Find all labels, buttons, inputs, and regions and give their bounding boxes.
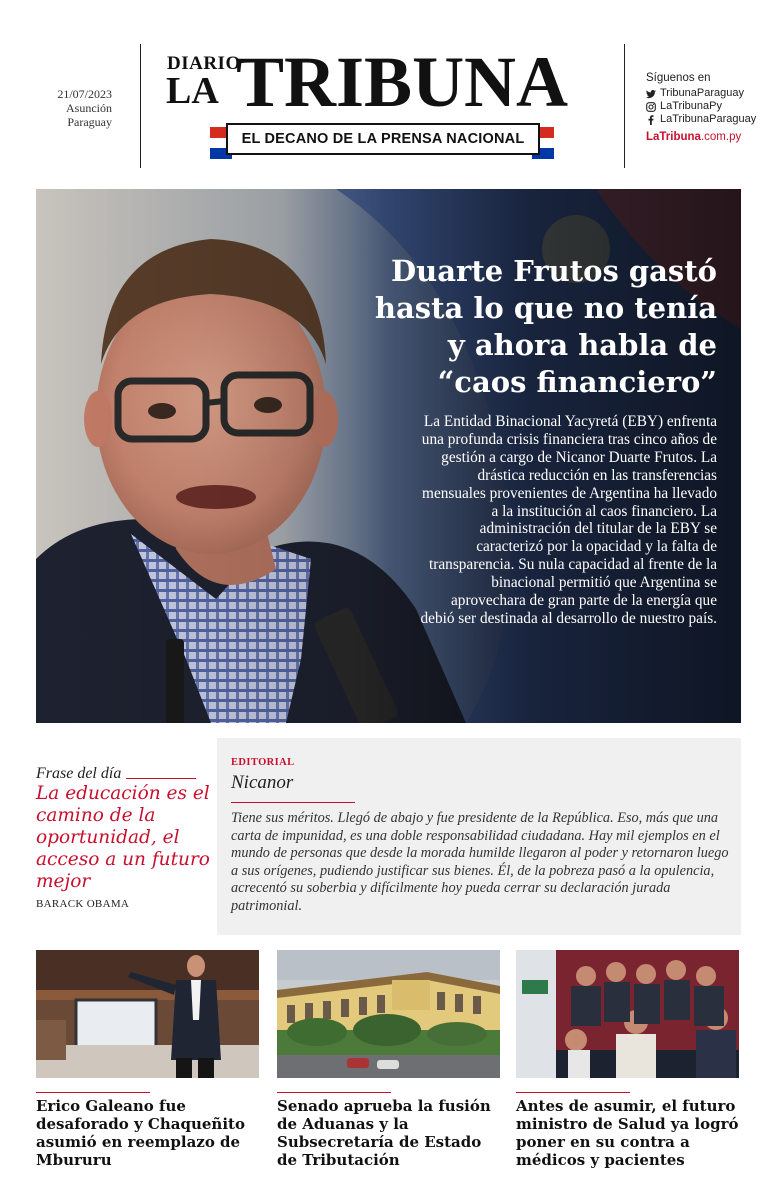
website-bold: LaTribuna bbox=[646, 131, 701, 143]
story-card[interactable] bbox=[277, 950, 500, 1169]
twitter-handle: TribunaParaguay bbox=[660, 87, 744, 99]
masthead-divider-right bbox=[624, 44, 625, 168]
story-photo bbox=[516, 950, 739, 1078]
date-location bbox=[30, 87, 112, 129]
story-rule bbox=[516, 1092, 630, 1093]
instagram-handle: LaTribunaPy bbox=[660, 100, 722, 112]
social-instagram[interactable] bbox=[646, 100, 756, 113]
editorial-title: Nicanor bbox=[231, 772, 294, 793]
story-headline[interactable]: Senado aprueba la fusión de Aduanas y la Subsecretaría de Estado de Tributación bbox=[277, 1097, 491, 1169]
quote-author: BARACK OBAMA bbox=[36, 898, 130, 910]
facebook-handle: LaTribunaParaguay bbox=[660, 113, 757, 125]
instagram-icon bbox=[646, 102, 656, 112]
story-rule bbox=[277, 1092, 391, 1093]
follow-label: Síguenos en bbox=[646, 72, 711, 84]
story-headline[interactable]: Erico Galeano fue desaforado y Chaqueñito asumió en reemplazo de Mbururu bbox=[36, 1097, 245, 1169]
logo-la: LA bbox=[166, 70, 219, 112]
quote-rule bbox=[126, 778, 196, 779]
editorial-body: Tiene sus méritos. Llegó de abajo y fue presidente de la República. Eso, más que una carta de impunidad, es una doble responsabilidad ciudadana. Hay mil ejemplos en el mundo de personas que desde la morada humilde llegaron al poder y retornaron luego a sus orígenes, pudiendo justificar sus bienes. Él, de la pobreza pasó a la opulencia, acrecentó su soberbia y difícilmente hoy pueda cerrar su declaración jurada patrimonial. bbox=[231, 810, 729, 914]
website-domain: .com.py bbox=[700, 131, 742, 143]
social-block bbox=[646, 72, 756, 143]
story-photo bbox=[36, 950, 259, 1078]
hero-summary: La Entidad Binacional Yacyretá (EBY) enfrenta una profunda crisis financiera tras cinco años de gestión a cargo de Nicanor Duarte Frutos. La drástica reducción en las transferencias mensuales provenientes de Argentina ha llevado a la institución al caos financiero. La administración del titular de la EBY se caracterizó por la opacidad y la falta de transparencia. Su nula capacidad al frente de la binacional permitió que Argentina se aprovechara de gran parte de la energía que debió ser destinada al desarrollo de nuestro país. bbox=[420, 413, 717, 627]
twitter-icon bbox=[646, 89, 656, 99]
quote-label: Frase del día bbox=[36, 765, 122, 782]
story-headline[interactable]: Antes de asumir, el futuro ministro de Salud ya logró poner en su contra a médicos y pacientes bbox=[516, 1097, 739, 1169]
story-card[interactable] bbox=[36, 950, 259, 1169]
logo-tribuna: TRIBUNA bbox=[236, 42, 569, 122]
logo-diario: DIARIO bbox=[167, 53, 241, 74]
facebook-icon bbox=[646, 115, 656, 125]
editorial-rule bbox=[231, 802, 355, 803]
quote-text: La educación es el camino de la oportunidad, el acceso a un futuro mejor bbox=[36, 783, 210, 892]
hero-headline[interactable]: Duarte Frutos gastó hasta lo que no tenía y ahora habla de “caos financiero” bbox=[374, 254, 717, 399]
issue-country: Paraguay bbox=[67, 115, 112, 129]
story-card[interactable] bbox=[516, 950, 739, 1169]
issue-city: Asunción bbox=[66, 101, 112, 115]
issue-date: 21/07/2023 bbox=[57, 87, 112, 101]
editorial-label: EDITORIAL bbox=[231, 757, 295, 768]
social-facebook[interactable] bbox=[646, 113, 756, 126]
website-link[interactable] bbox=[646, 131, 756, 143]
social-twitter[interactable] bbox=[646, 87, 756, 100]
hero-story[interactable] bbox=[36, 189, 741, 723]
editorial-box[interactable] bbox=[217, 738, 741, 935]
masthead-divider-left bbox=[140, 44, 141, 168]
story-rule bbox=[36, 1092, 150, 1093]
story-photo bbox=[277, 950, 500, 1078]
tagline-box bbox=[226, 123, 540, 155]
tagline: EL DECANO DE LA PRENSA NACIONAL bbox=[241, 131, 525, 147]
